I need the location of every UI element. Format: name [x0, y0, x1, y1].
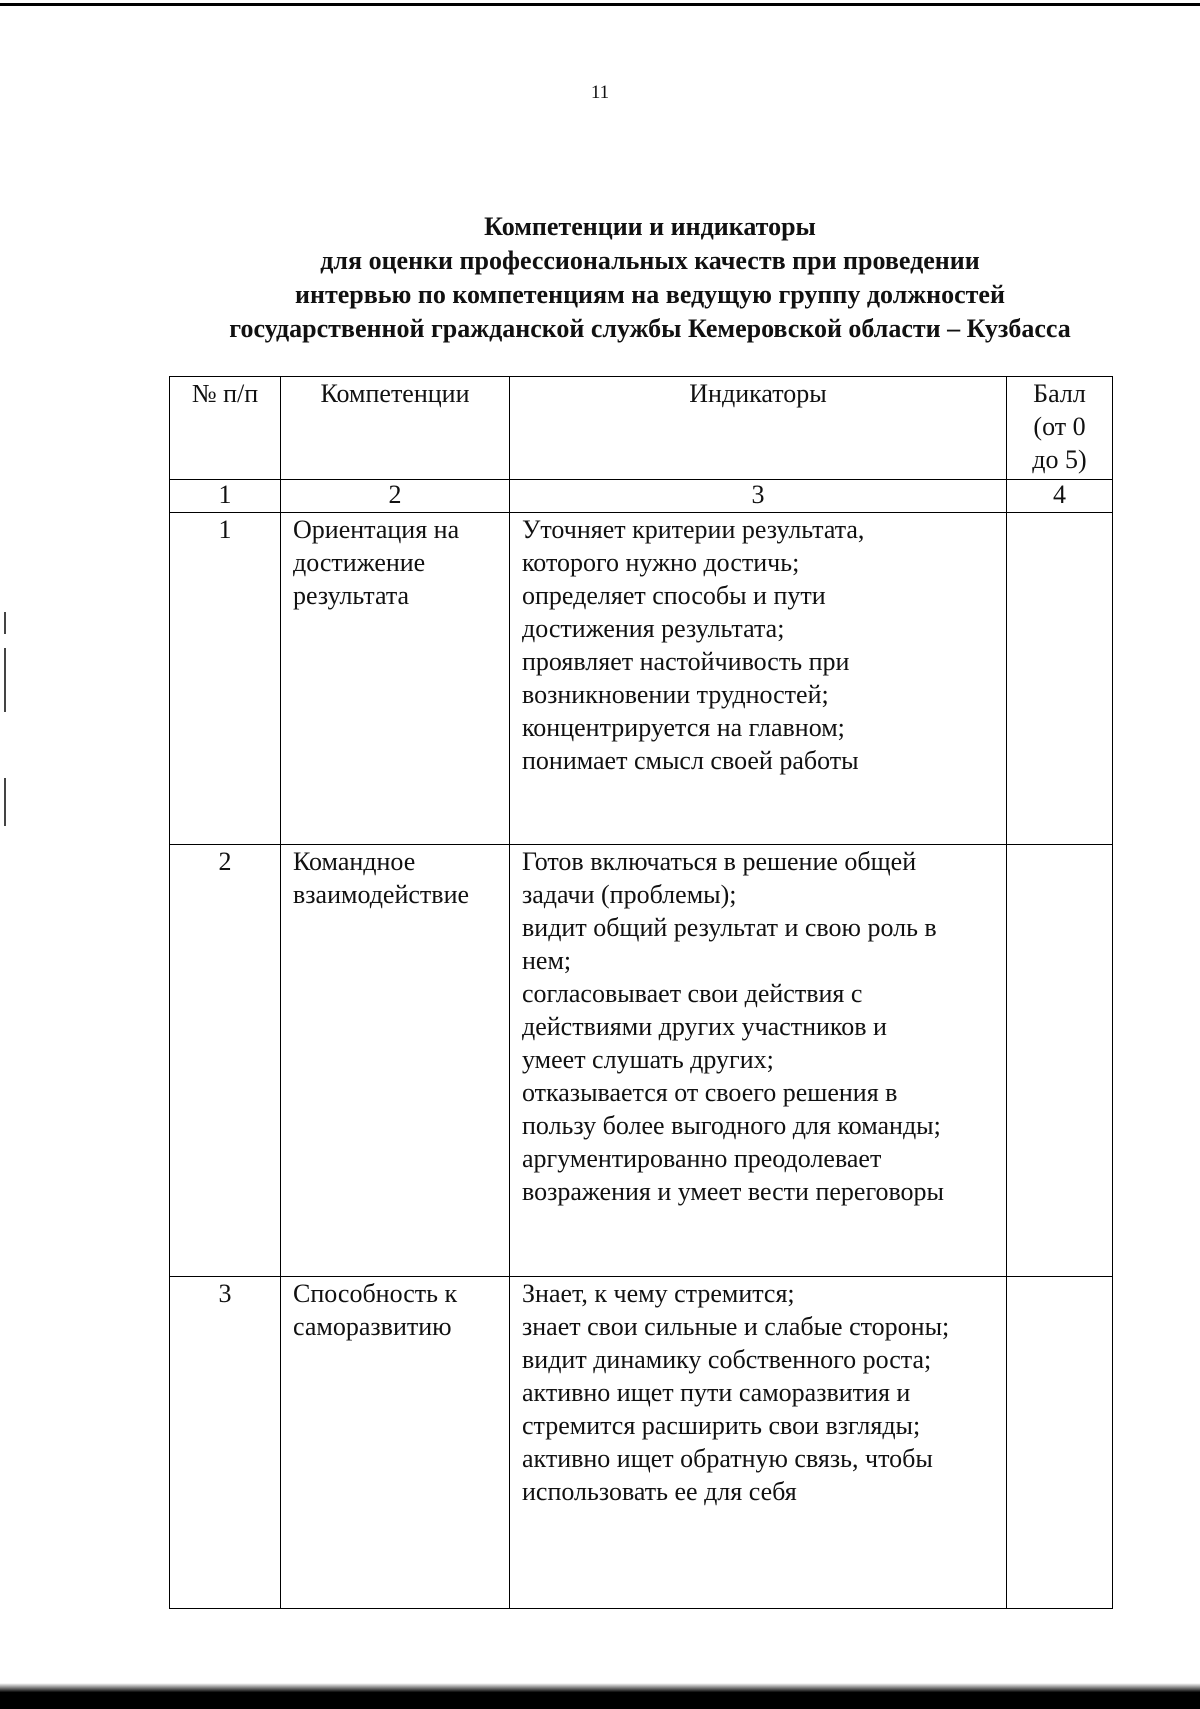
column-number: 2	[281, 480, 510, 513]
indicator-line: Готов включаться в решение общей	[522, 847, 917, 876]
competency-table	[169, 376, 1113, 1609]
document-title	[150, 210, 1150, 346]
indicator-line: концентрируется на главном;	[522, 713, 845, 742]
indicator-line: стремится расширить свои взгляды;	[522, 1411, 921, 1440]
indicator-line: видит динамику собственного роста;	[522, 1345, 932, 1374]
column-number: 4	[1007, 480, 1113, 513]
table-row	[170, 845, 1113, 1277]
competency-line: Командное	[293, 847, 416, 876]
header-indicators: Индикаторы	[510, 377, 1007, 480]
indicator-line: активно ищет пути саморазвития и	[522, 1378, 911, 1407]
margin-mark	[4, 612, 6, 634]
bottom-scan-edge	[0, 1672, 1200, 1709]
title-line: для оценки профессиональных качеств при проведении	[320, 246, 980, 275]
competency-cell	[281, 513, 510, 845]
header-score	[1007, 377, 1113, 480]
score-cell[interactable]	[1007, 513, 1113, 845]
indicator-line: возражения и умеет вести переговоры	[522, 1177, 945, 1206]
indicator-line: активно ищет обратную связь, чтобы	[522, 1444, 933, 1473]
score-cell[interactable]	[1007, 1277, 1113, 1609]
indicator-line: действиями других участников и	[522, 1012, 887, 1041]
column-number: 1	[170, 480, 281, 513]
competency-cell	[281, 1277, 510, 1609]
table-row	[170, 513, 1113, 845]
indicator-line: знает свои сильные и слабые стороны;	[522, 1312, 950, 1341]
indicator-line: проявляет настойчивость при	[522, 647, 850, 676]
page-number: 11	[590, 82, 610, 103]
header-score-line: (от 0	[1033, 412, 1086, 441]
indicator-line: умеет слушать других;	[522, 1045, 774, 1074]
competency-line: Способность к	[293, 1279, 458, 1308]
table-header-row	[170, 377, 1113, 480]
indicator-line: которого нужно достичь;	[522, 548, 800, 577]
table-row	[170, 1277, 1113, 1609]
indicator-line: согласовывает свои действия с	[522, 979, 863, 1008]
competency-line: достижение	[293, 548, 426, 577]
indicator-line: достижения результата;	[522, 614, 785, 643]
competency-line: Ориентация на	[293, 515, 460, 544]
indicator-line: аргументированно преодолевает	[522, 1144, 882, 1173]
row-number: 1	[170, 513, 281, 845]
row-number: 2	[170, 845, 281, 1277]
indicator-line: возникновении трудностей;	[522, 680, 829, 709]
header-number: № п/п	[170, 377, 281, 480]
margin-mark	[4, 778, 6, 826]
title-line: интервью по компетенциям на ведущую группу должностей	[295, 280, 1005, 309]
indicators-cell	[510, 845, 1007, 1277]
competency-cell	[281, 845, 510, 1277]
indicator-line: Знает, к чему стремится;	[522, 1279, 795, 1308]
competency-line: результата	[293, 581, 410, 610]
column-number-row	[170, 480, 1113, 513]
indicator-line: пользу более выгодного для команды;	[522, 1111, 941, 1140]
indicator-line: отказывается от своего решения в	[522, 1078, 898, 1107]
column-number: 3	[510, 480, 1007, 513]
indicators-cell	[510, 1277, 1007, 1609]
top-scan-edge	[0, 3, 1200, 6]
indicator-line: Уточняет критерии результата,	[522, 515, 865, 544]
indicators-cell	[510, 513, 1007, 845]
row-number: 3	[170, 1277, 281, 1609]
indicator-line: задачи (проблемы);	[522, 880, 737, 909]
title-line: государственной гражданской службы Кемеровской области – Кузбасса	[229, 314, 1071, 343]
margin-mark	[4, 648, 6, 712]
competency-line: взаимодействие	[293, 880, 470, 909]
score-cell[interactable]	[1007, 845, 1113, 1277]
indicator-line: нем;	[522, 946, 572, 975]
indicator-line: определяет способы и пути	[522, 581, 826, 610]
header-score-line: Балл	[1033, 379, 1086, 408]
indicator-line: использовать ее для себя	[522, 1477, 797, 1506]
indicator-line: видит общий результат и свою роль в	[522, 913, 937, 942]
competency-line: саморазвитию	[293, 1312, 452, 1341]
title-line: Компетенции и индикаторы	[484, 212, 816, 241]
header-score-line: до 5)	[1032, 445, 1087, 474]
header-competency: Компетенции	[281, 377, 510, 480]
indicator-line: понимает смысл своей работы	[522, 746, 859, 775]
